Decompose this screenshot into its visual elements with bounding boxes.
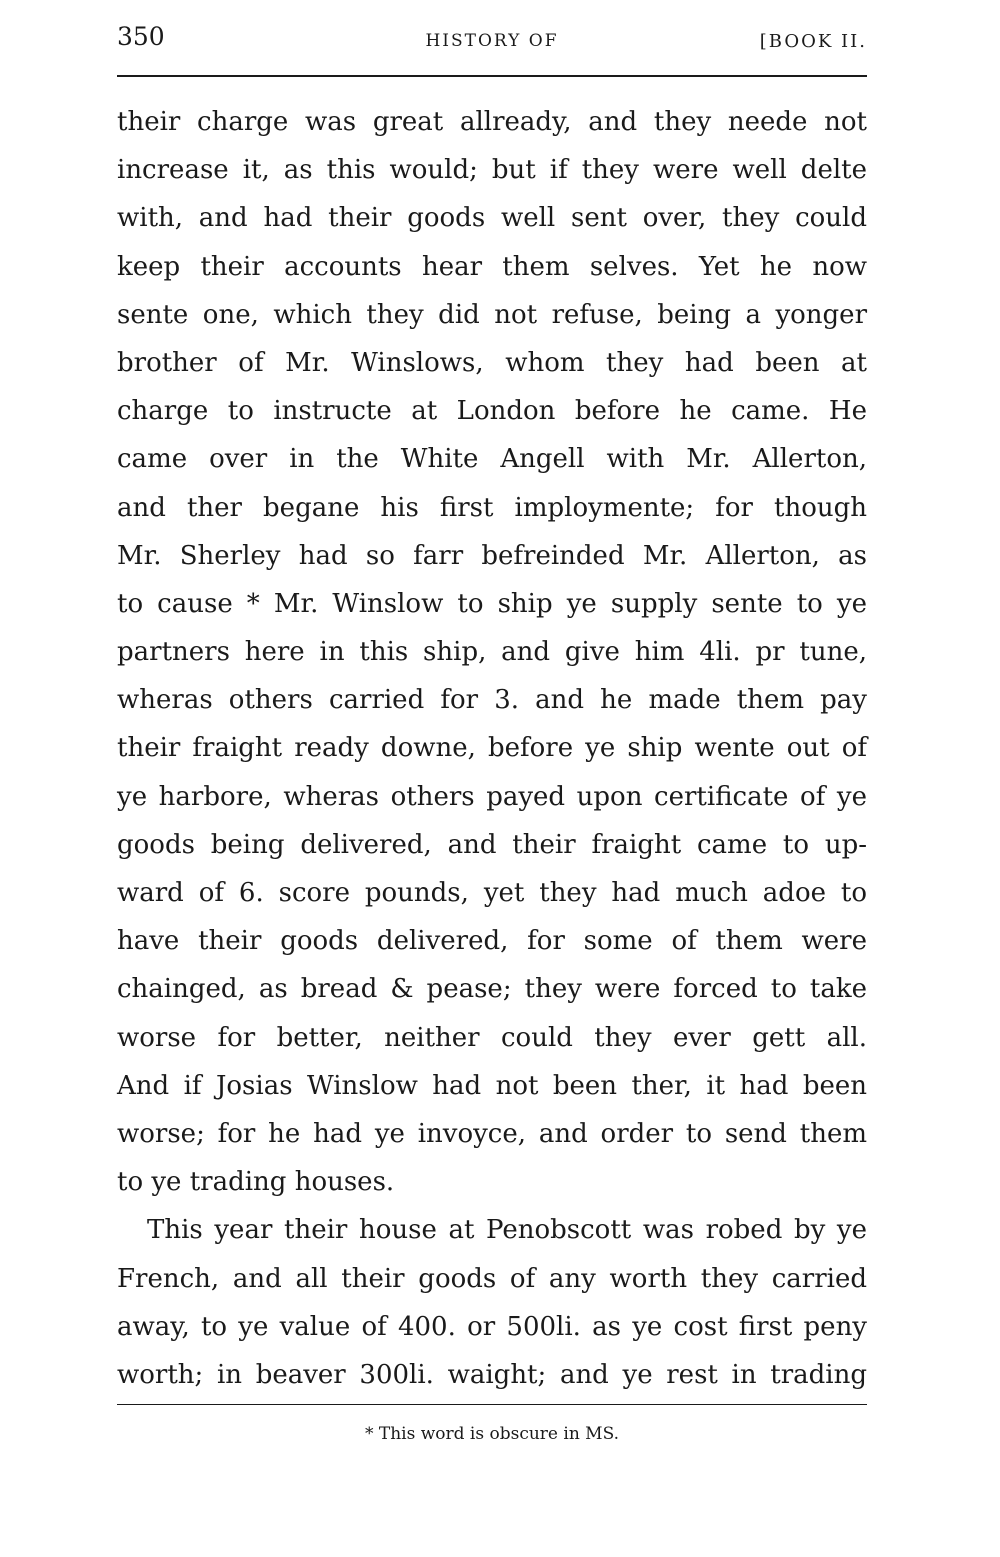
text-line: their fraight ready downe, before ye ship wente out of: [117, 733, 867, 764]
paragraph-first-line: This year their house at Penobscott was robed by ye: [147, 1215, 867, 1246]
text-line: ward of 6. score pounds, yet they had much adoe to: [117, 878, 867, 908]
book-section-label: [BOOK II.: [759, 31, 867, 52]
text-line: away, to ye value of 400. or 500li. as ye cost first peny: [117, 1311, 867, 1342]
text-line: keep their accounts hear them selves. Yet he now: [117, 251, 867, 282]
body-text: [117, 98, 867, 1399]
text-line: worse for better, neither could they ever gett all.: [117, 1022, 867, 1053]
text-line: worth; in beaver 300li. waight; and ye rest in trading: [117, 1359, 867, 1390]
text-line: increase it, as this would; but if they were well delte: [117, 155, 867, 186]
text-line: chainged, as bread & pease; they were forced to take: [117, 974, 867, 1005]
text-line: and ther begane his first imploymente; for though: [117, 492, 867, 523]
text-line: ye harbore, wheras others payed upon certificate of ye: [117, 781, 867, 812]
text-line: partners here in this ship, and give him 4li. pr tune,: [117, 637, 867, 668]
text-line: sente one, which they did not refuse, being a yonger: [117, 299, 867, 330]
footnote: * This word is obscure in MS.: [364, 1424, 620, 1444]
running-title: HISTORY OF: [425, 31, 559, 51]
text-line: to cause * Mr. Winslow to ship ye supply sente to ye: [117, 588, 867, 619]
text-line: worse; for he had ye invoyce, and order to send them: [117, 1118, 867, 1149]
footnote-rule: [117, 1404, 867, 1405]
text-line: with, and had their goods well sent over, they could: [117, 203, 867, 234]
text-line: came over in the White Angell with Mr. Allerton,: [117, 444, 867, 475]
paragraph-last-line: to ye trading houses.: [117, 1167, 395, 1198]
page-number: 350: [117, 22, 165, 51]
text-line: Mr. Sherley had so farr befreinded Mr. Allerton, as: [117, 540, 867, 571]
header-rule: [117, 75, 867, 77]
text-line: French, and all their goods of any worth they carried: [117, 1263, 867, 1294]
text-line: have their goods delivered, for some of them were: [117, 926, 867, 957]
text-line: charge to instructe at London before he came. He: [117, 396, 867, 427]
text-line: goods being delivered, and their fraight came to up-: [117, 829, 867, 860]
text-line: brother of Mr. Winslows, whom they had been at: [117, 347, 867, 378]
text-line: their charge was great allready, and they neede not: [117, 107, 867, 137]
text-line: And if Josias Winslow had not been ther, it had been: [117, 1070, 867, 1101]
text-line: wheras others carried for 3. and he made them pay: [117, 685, 867, 716]
page-header: [117, 22, 867, 58]
